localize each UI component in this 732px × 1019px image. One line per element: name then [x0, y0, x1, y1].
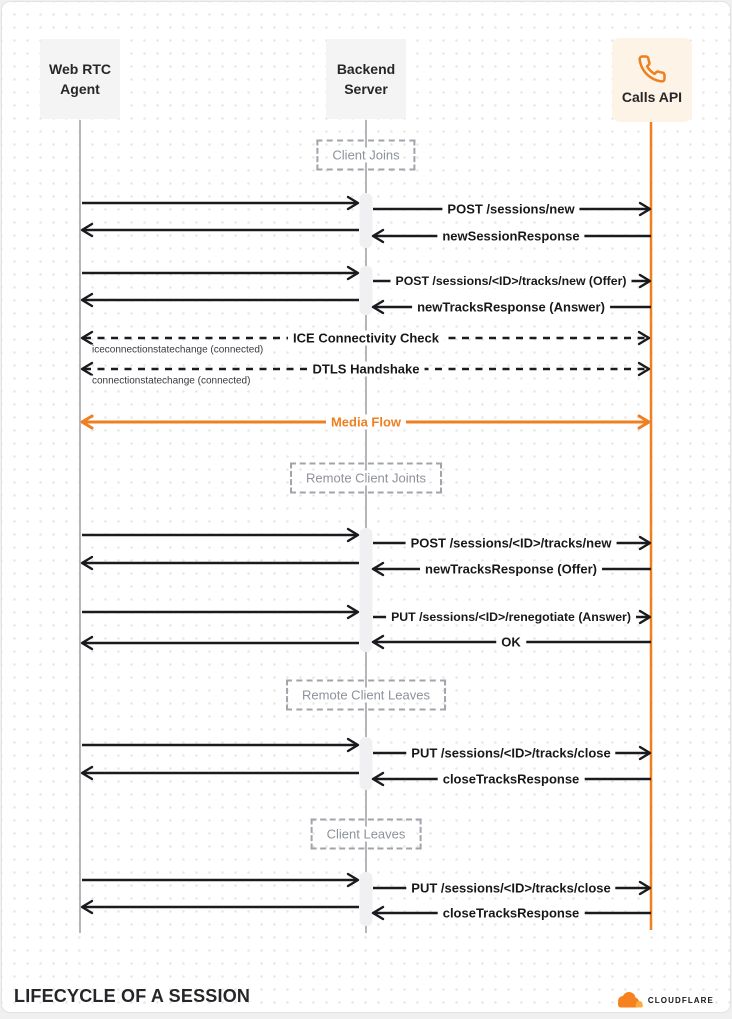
cloudflare-logo: [614, 990, 714, 1010]
actor-box-webrtc-agent: [40, 39, 120, 119]
actor-box-calls-api: [612, 38, 692, 122]
actor-label: Web RTC Agent: [49, 60, 111, 97]
actor-label: Calls API: [621, 89, 683, 106]
message-label: newTracksResponse (Offer): [420, 562, 602, 577]
message-label: Media Flow: [326, 415, 406, 430]
activation-bar: [360, 266, 373, 315]
message-label: OK: [496, 635, 526, 650]
message-label: PUT /sessions/<ID>/renegotiate (Answer): [386, 610, 636, 624]
message-label: POST /sessions/new: [442, 202, 579, 217]
cloudflare-cloud-icon: [614, 990, 644, 1010]
message-label: closeTracksResponse: [438, 906, 585, 921]
activation-bar: [360, 193, 373, 248]
message-label: newSessionResponse: [437, 229, 584, 244]
message-label: closeTracksResponse: [438, 772, 585, 787]
message-label: DTLS Handshake: [308, 362, 425, 377]
message-label: POST /sessions/<ID>/tracks/new: [406, 536, 617, 551]
activation-bar: [360, 737, 373, 790]
phone-icon: [637, 54, 667, 84]
milestone-label: Remote Client Leaves: [299, 688, 433, 703]
actor-box-backend-server: [326, 39, 406, 119]
message-label: PUT /sessions/<ID>/tracks/close: [406, 746, 615, 761]
activation-bar: [360, 528, 373, 652]
message-label: PUT /sessions/<ID>/tracks/close: [406, 881, 615, 896]
diagram-title: LIFECYCLE OF A SESSION: [14, 986, 251, 1006]
milestone-label: Client Joins: [329, 148, 402, 163]
message-label: newTracksResponse (Answer): [412, 300, 610, 315]
event-sublabel: iceconnectionstatechange (connected): [92, 344, 264, 356]
actor-label: Backend Server: [336, 60, 396, 97]
event-sublabel: connectionstatechange (connected): [92, 375, 251, 387]
cloudflare-wordmark: CLOUDFLARE: [647, 995, 714, 1005]
milestone-label: Client Leaves: [324, 827, 409, 842]
milestone-label: Remote Client Joints: [303, 471, 429, 486]
message-label: ICE Connectivity Check: [288, 331, 444, 346]
activation-bar: [360, 872, 373, 926]
message-label: POST /sessions/<ID>/tracks/new (Offer): [391, 274, 632, 288]
